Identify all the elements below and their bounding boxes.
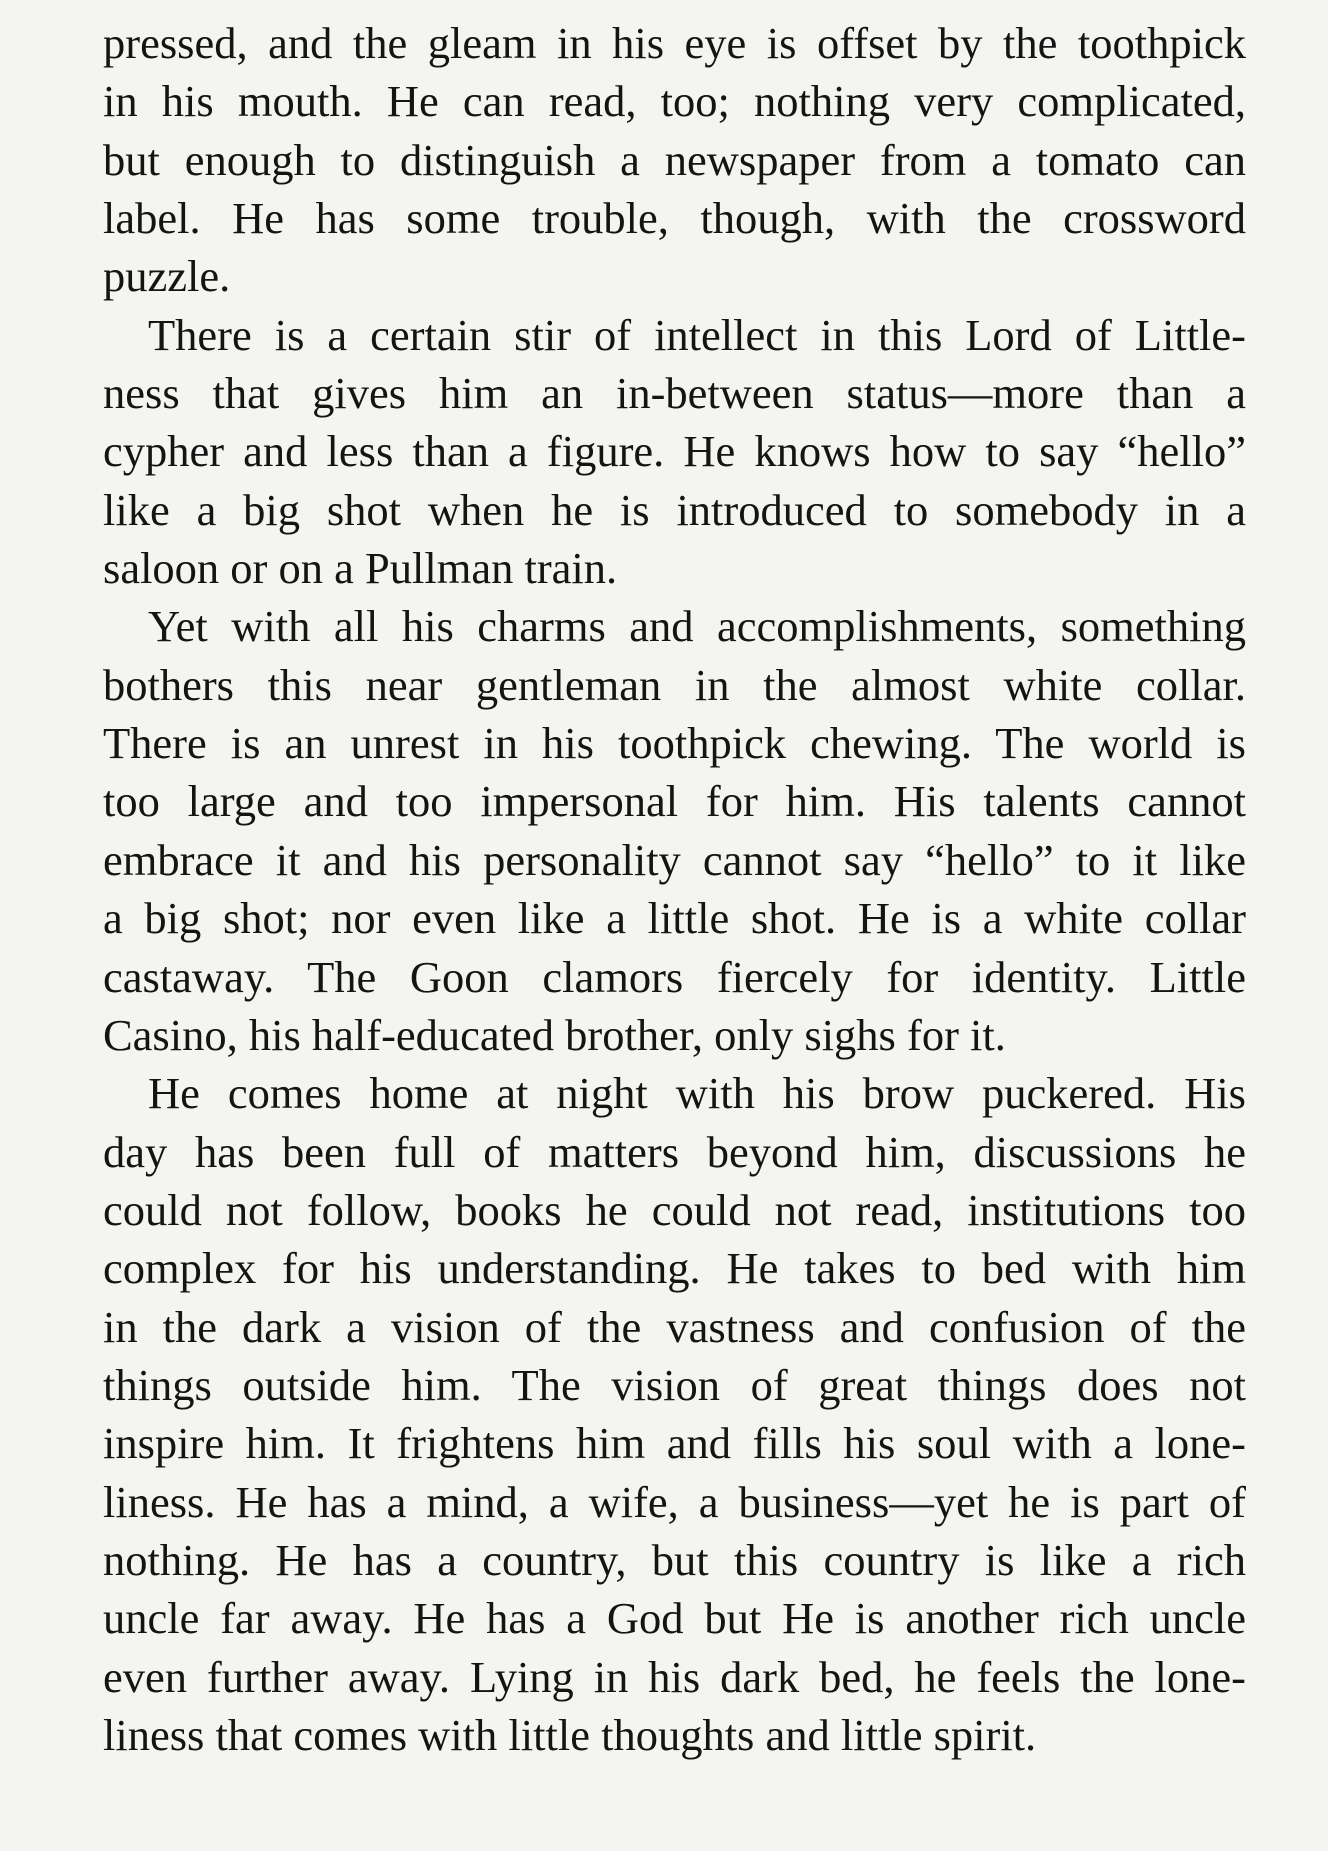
paragraph-1 — [103, 14, 1246, 306]
text-line: too large and too impersonal for him. His talents cannot — [103, 776, 1246, 827]
paragraph-2 — [103, 306, 1246, 598]
text-line: things outside him. The vision of great things does not — [103, 1359, 1246, 1410]
text-line: liness that comes with little thoughts and little spirit. — [103, 1709, 1037, 1760]
text-line: uncle far away. He has a God but He is another rich uncle — [103, 1593, 1246, 1644]
page-text — [103, 14, 1246, 1764]
text-line: castaway. The Goon clamors fiercely for identity. Little — [103, 951, 1246, 1002]
text-line: liness. He has a mind, a wife, a business—yet he is part of — [103, 1476, 1246, 1527]
text-line: bothers this near gentleman in the almost white collar. — [103, 659, 1246, 710]
text-line: a big shot; nor even like a little shot. He is a white collar — [103, 893, 1246, 944]
text-line: inspire him. It frightens him and fills his soul with a lone- — [103, 1418, 1246, 1469]
text-line: day has been full of matters beyond him, discussions he — [103, 1126, 1246, 1177]
text-line: embrace it and his personality cannot say “hello” to it like — [103, 834, 1246, 885]
text-line: There is an unrest in his toothpick chewing. The world is — [103, 718, 1246, 769]
text-line: ness that gives him an in-between status—more than a — [103, 368, 1246, 419]
text-line: He comes home at night with his brow puckered. His — [148, 1068, 1246, 1119]
text-line: like a big shot when he is introduced to somebody in a — [103, 484, 1246, 535]
text-line: There is a certain stir of intellect in this Lord of Little- — [148, 309, 1246, 360]
text-line: cypher and less than a figure. He knows how to say “hello” — [103, 426, 1246, 477]
text-line: in his mouth. He can read, too; nothing very complicated, — [103, 76, 1246, 127]
paragraph-3 — [103, 597, 1246, 1064]
paragraph-4 — [103, 1064, 1246, 1764]
text-line: pressed, and the gleam in his eye is offset by the toothpick — [103, 18, 1246, 68]
text-line: saloon or on a Pullman train. — [103, 543, 618, 594]
text-line: nothing. He has a country, but this country is like a rich — [103, 1534, 1246, 1585]
text-line: even further away. Lying in his dark bed, he feels the lone- — [103, 1651, 1246, 1702]
text-line: Casino, his half-educated brother, only sighs for it. — [103, 1009, 1006, 1060]
text-line: complex for his understanding. He takes to bed with him — [103, 1243, 1246, 1294]
text-line: in the dark a vision of the vastness and confusion of the — [103, 1301, 1246, 1352]
text-line: Yet with all his charms and accomplishments, something — [148, 601, 1246, 652]
text-line: label. He has some trouble, though, with the crossword — [103, 193, 1246, 244]
text-line: but enough to distinguish a newspaper from a tomato can — [103, 134, 1246, 185]
text-line: puzzle. — [103, 251, 231, 302]
text-line: could not follow, books he could not read, institutions too — [103, 1184, 1246, 1235]
